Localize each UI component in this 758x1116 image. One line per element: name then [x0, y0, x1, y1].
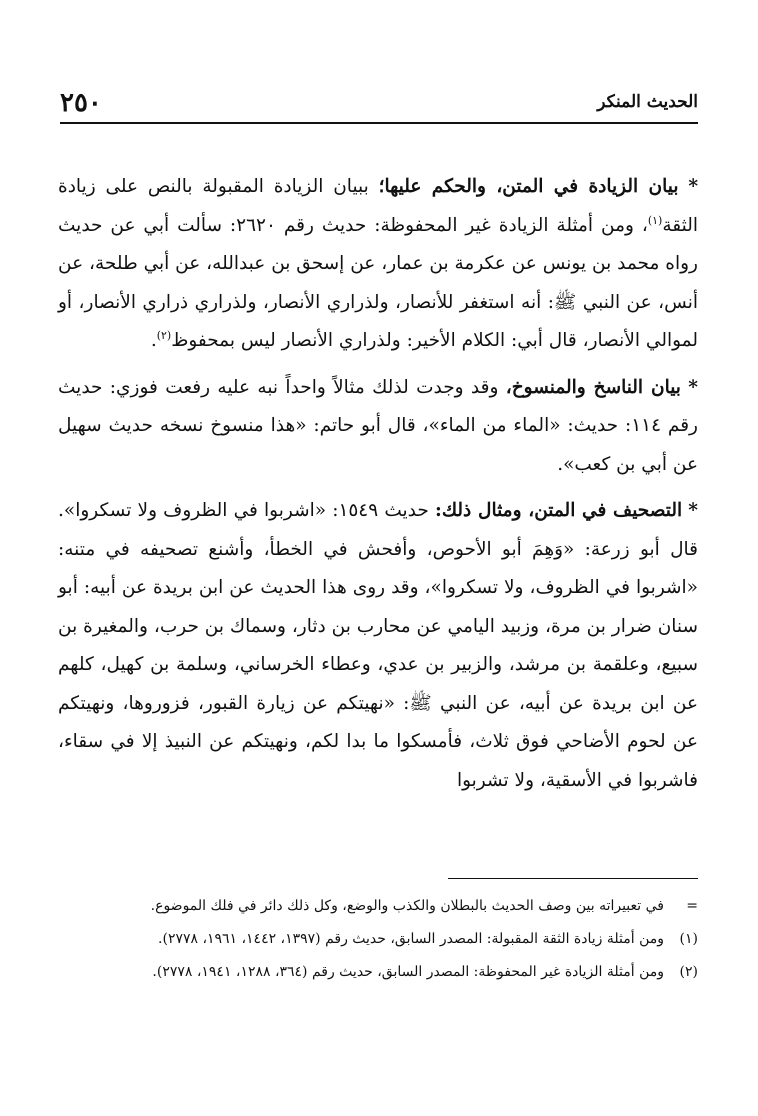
paragraph-text: حديث ١٥٤٩: «اشربوا في الظروف ولا تسكروا». قال أبو زرعة: «وَهِمَ أبو الأحوص، وأفحش في الخطأ، وأشنع تصحيفه في متنه: «اشربوا في الظروف، ولا تسكروا»، وقد روى هذا الحديث عن ابن بريدة عن أبيه: أبو سنان ضرار بن مرة، وزبيد اليامي عن محارب بن دثار، وسماك بن حرب، والمغيرة بن سبيع، وعلقمة بن مرشد، والزبير بن عدي، وعطاء الخرساني، وسلمة بن كهيل، كلهم عن ابن بريدة عن أبيه، عن النبي ﷺ: «نهيتكم عن زيارة القبور، فزوروها، ونهيتكم عن لحوم الأضاحي فوق ثلاث، فأمسكوا ما بدا لكم، ونهيتكم عن النبيذ إلا في سقاء، فاشربوا في الأسقية، ولا تشربوا — [58, 500, 698, 791]
footnote-ref: (١) — [647, 213, 663, 227]
running-title: الحديث المنكر — [597, 92, 698, 112]
footnote-mark: (٢) — [679, 964, 698, 980]
paragraph-abrogation — [58, 369, 698, 485]
paragraph-addition-in-text — [58, 168, 698, 361]
footnote-mark: (١) — [679, 931, 698, 947]
paragraph-heading: التصحيف في المتن، ومثال ذلك: — [434, 500, 683, 521]
footnote-mark: = — [686, 898, 698, 914]
footnote-text: ومن أمثلة الزيادة غير المحفوظة: المصدر السابق، حديث رقم (٣٦٤، ١٢٨٨، ١٩٤١، ٢٧٧٨). — [152, 964, 664, 980]
footnote-2 — [60, 958, 698, 987]
footnote-ref: (٢) — [156, 328, 172, 342]
page-header — [60, 82, 698, 124]
footnotes — [60, 892, 698, 991]
footnote-1 — [60, 925, 698, 954]
page-number: ٢٥٠ — [60, 88, 102, 118]
footnote-divider — [448, 878, 698, 879]
paragraph-heading: بيان الزيادة في المتن، والحكم عليها؛ — [378, 176, 679, 197]
footnote-text: في تعبيراته بين وصف الحديث بالبطلان والكذب والوضع، وكل ذلك دائر في فلك الموضوع. — [150, 898, 664, 914]
bullet-marker: * — [688, 376, 698, 398]
paragraph-text: ، ومن أمثلة الزيادة غير المحفوظة: حديث رقم ٢٦٢٠: سألت أبي عن حديث رواه محمد بن يونس عن عكرمة بن عمار، عن إسحق بن عبدالله، عن أبي طلحة، عن أنس، عن النبي ﷺ: أنه استغفر للأنصار، ولذراري الأنصار، ولذراري ذراري الأنصار، أو لموالي الأنصار، قال أبي: الكلام الأخير: ولذراري الأنصار ليس بمحفوظ — [58, 214, 698, 351]
paragraph-misspelling — [58, 492, 698, 800]
paragraph-text: ببيان الزيادة المقبولة بالنص على زيادة الثقة — [58, 176, 698, 236]
paragraph-heading: بيان الناسخ والمنسوخ، — [505, 376, 681, 398]
footnote-continued — [60, 892, 698, 921]
paragraph-text: . — [150, 330, 157, 351]
footnote-text: ومن أمثلة زيادة الثقة المقبولة: المصدر السابق، حديث رقم (١٣٩٧، ١٤٤٢، ١٩٦١، ٢٧٧٨). — [158, 931, 664, 947]
paragraph-text: وقد وجدت لذلك مثالاً واحداً نبه عليه رفعت فوزي: حديث رقم ١١٤: حديث: «الماء من الماء»، قال أبو حاتم: «هذا منسوخ نسخه حديث سهيل عن أبي بن كعب». — [58, 376, 698, 475]
bullet-marker: * — [688, 176, 699, 197]
bullet-marker: * — [688, 500, 698, 521]
body-text — [58, 168, 698, 808]
